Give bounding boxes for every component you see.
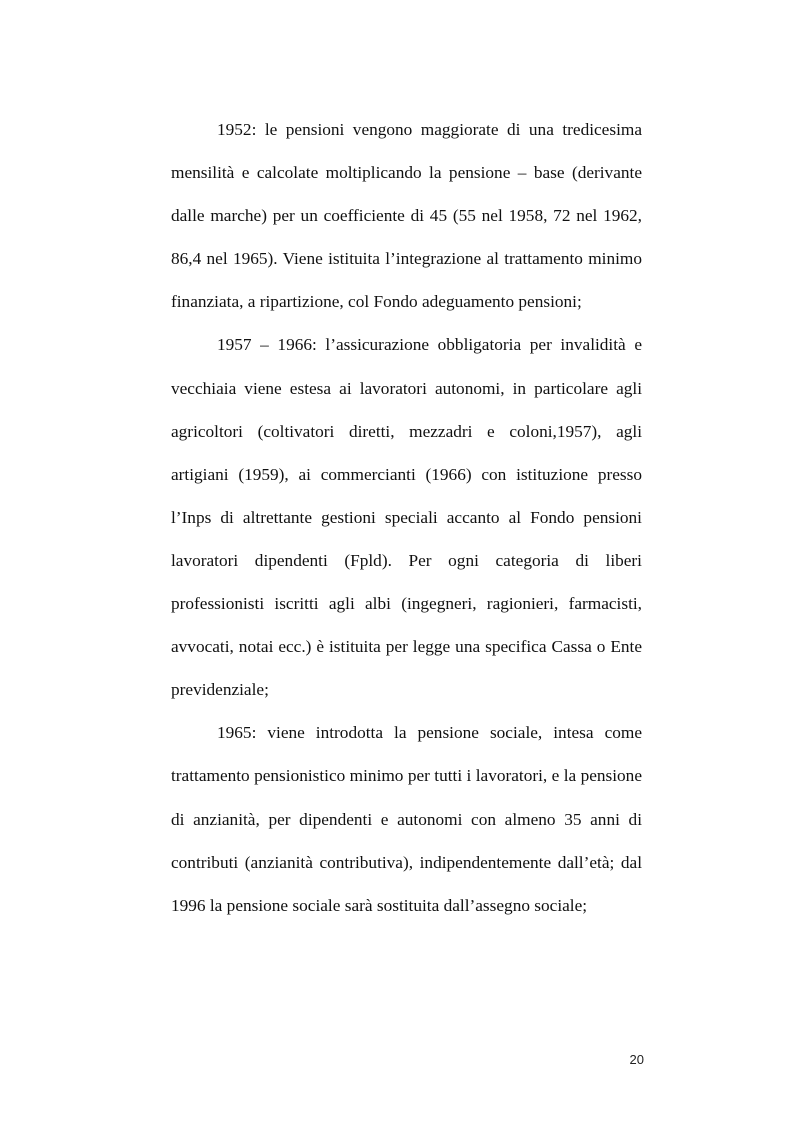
page-number: 20 [629, 1052, 644, 1067]
paragraph-1957-1966: 1957 – 1966: l’assicurazione obbligatoria per invalidità e vecchiaia viene estesa ai lavoratori autonomi, in particolare agli agricoltori (coltivatori diretti, mezzadri e coloni,1957), agli artigiani (1959), ai commercianti (1966) con istituzione presso l’Inps di altrettante gestioni speciali accanto al Fondo pensioni lavoratori dipendenti (Fpld). Per ogni categoria di liberi professionisti iscritti agli albi (ingegneri, ragionieri, farmacisti, avvocati, notai ecc.) è istituita per legge una specifica Cassa o Ente previdenziale; [171, 335, 642, 700]
paragraph-1965: 1965: viene introdotta la pensione sociale, intesa come trattamento pensionistico minimo per tutti i lavoratori, e la pensione di anzianità, per dipendenti e autonomi con almeno 35 anni di contributi (anzianità contributiva), indipendentemente dall’età; dal 1996 la pensione sociale sarà sostituita dall’assegno sociale; [171, 723, 642, 915]
body-text [171, 108, 642, 927]
paragraph-1952: 1952: le pensioni vengono maggiorate di una tredicesima mensilità e calcolate moltiplicando la pensione – base (derivante dalle marche) per un coefficiente di 45 (55 nel 1958, 72 nel 1962, 86,4 nel 1965). Viene istituita l’integrazione al trattamento minimo finanziata, a ripartizione, col Fondo adeguamento pensioni; [171, 120, 642, 312]
